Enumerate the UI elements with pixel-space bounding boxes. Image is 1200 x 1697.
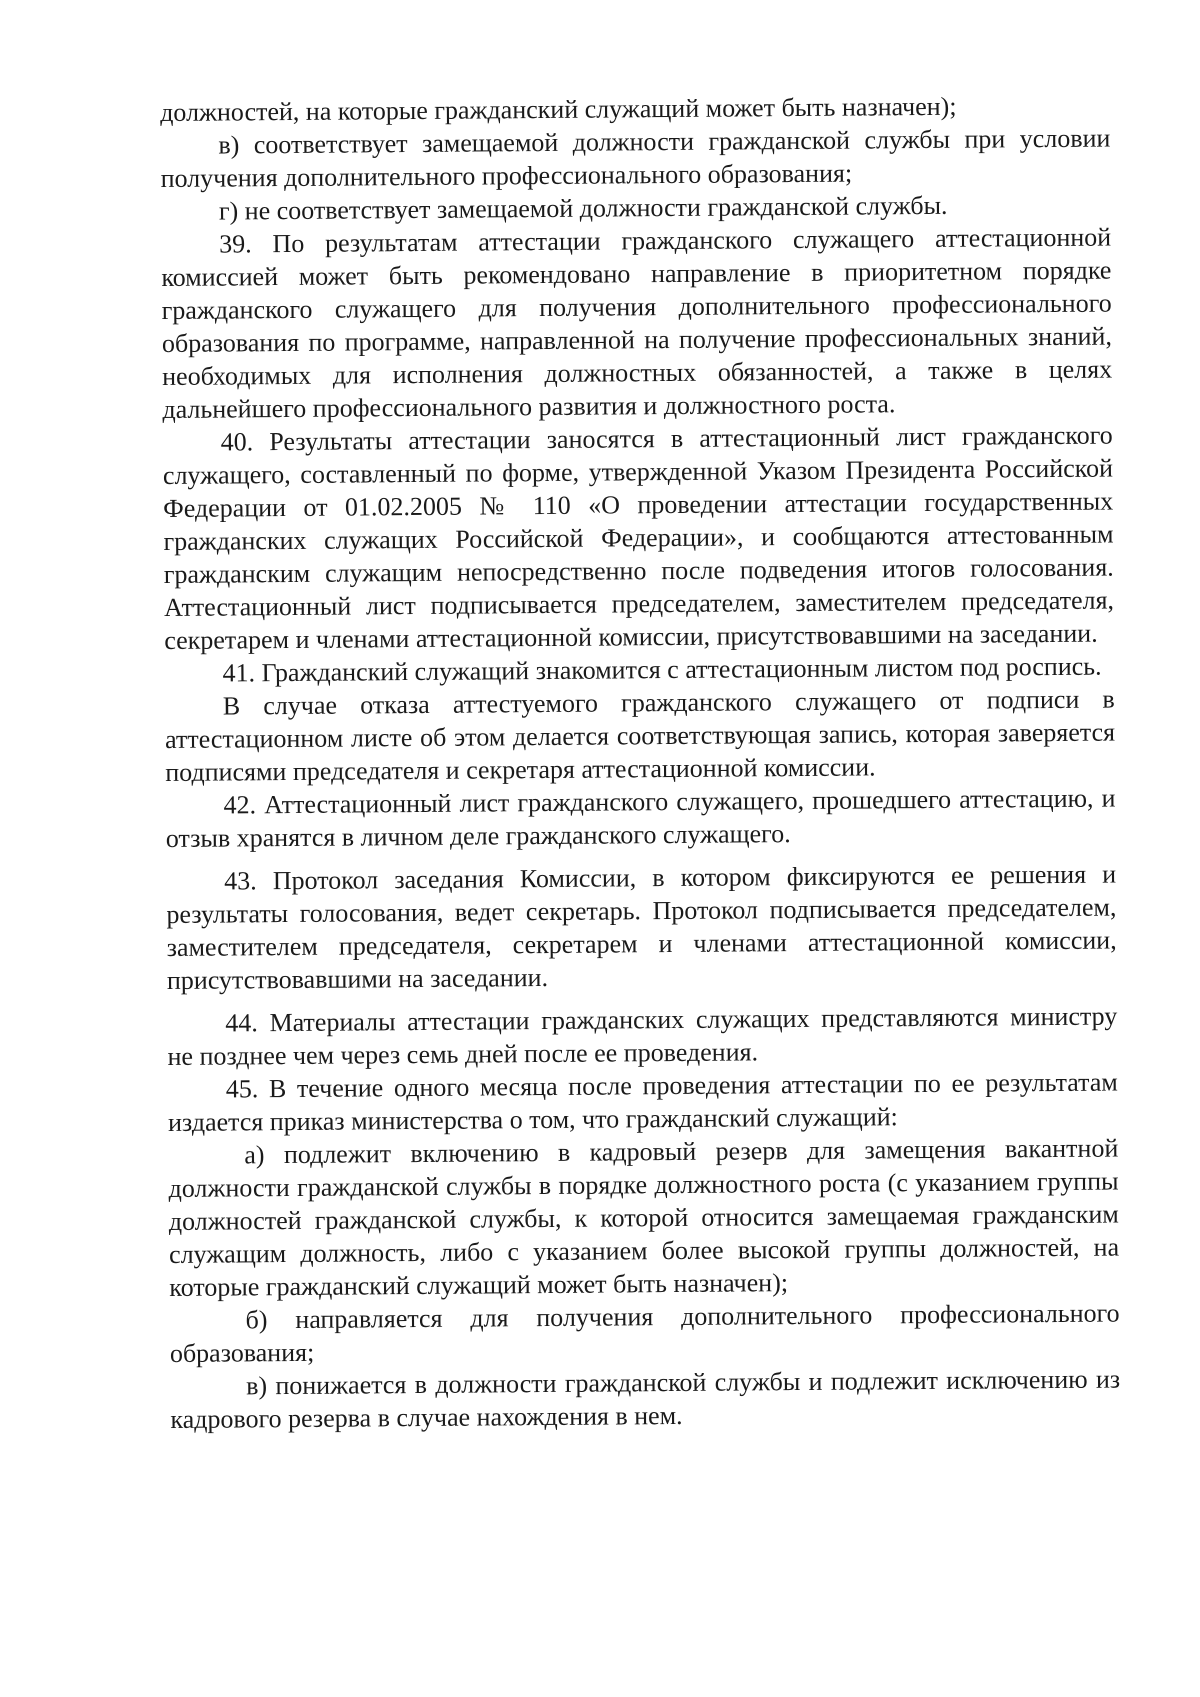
document-body xyxy=(160,89,1120,1436)
paragraph-41-refusal: В случае отказа аттестуемого гражданского служащего от подписи в аттестационном листе об этом делается соответствующая запись, которая заверяется подписями председателя и секретаря аттестационной комиссии. xyxy=(164,684,1116,787)
paragraph-39: 39. По результатам аттестации гражданского служащего аттестационной комиссией может быть рекомендовано направление в приоритетном порядке гражданского служащего для получения дополнительного профессионального образования по программе, направленной на получение профессиональных знаний, необходимых для исполнения должностных обязанностей, а также в целях дальнейшего профессионального развития и должностного роста. xyxy=(161,222,1113,424)
paragraph-38-g: г) не соответствует замещаемой должности гражданской службы. xyxy=(218,190,948,226)
paragraph-45-b: б) направляется для получения дополнительного профессионального образования; xyxy=(169,1298,1120,1368)
paragraph-45: 45. В течение одного месяца после проведения аттестации по ее результатам издается приказ министерства о том, что гражданский служащий: xyxy=(167,1067,1118,1137)
paragraph-40: 40. Результаты аттестации заносятся в аттестационный лист гражданского служащего, составленный по форме, утвержденной Указом Президента Российской Федерации от 01.02.2005 № 110 «О проведении аттестации государственных гражданских служащих Российской Федерации», и сообщаются аттестованным гражданским служащим непосредственно после подведения итогов голосования. Аттестационный лист подписывается председателем, заместителем председателя, секретарем и членами аттестационной комиссии, присутствовавшими на заседании. xyxy=(162,420,1115,655)
paragraph-38-v: в) соответствует замещаемой должности гражданской службы при условии получения дополнительного профессионального образования; xyxy=(160,123,1111,193)
paragraph-43: 43. Протокол заседания Комиссии, в котором фиксируются ее решения и результаты голосования, ведет секретарь. Протокол подписывается председателем, заместителем председателя, секретарем и членами аттестационной комиссии, присутствовавшими на заседании. xyxy=(166,859,1117,995)
paragraph-42: 42. Аттестационный лист гражданского служащего, прошедшего аттестацию, и отзыв хранятся в личном деле гражданского служащего. xyxy=(165,783,1116,853)
paragraph-44: 44. Материалы аттестации гражданских служащих представляются министру не позднее чем через семь дней после ее проведения. xyxy=(167,1001,1118,1071)
paragraph-45-a: а) подлежит включению в кадровый резерв для замещения вакантной должности гражданской службы в порядке должностного роста (с указанием группы должностей гражданской службы, к которой относится замещаемая гражданским служащим должность, либо с указанием более высокой группы должностей, на которые гражданский служащий может быть назначен); xyxy=(168,1133,1120,1302)
paragraph-41: 41. Гражданский служащий знакомится с аттестационным листом под роспись. xyxy=(222,651,1102,688)
paragraph-45-v: в) понижается в должности гражданской службы и подлежит исключению из кадрового резерва в случае нахождения в нем. xyxy=(170,1364,1121,1434)
paragraph-continuation: должностей, на которые гражданский служащий может быть назначен); xyxy=(160,91,957,127)
